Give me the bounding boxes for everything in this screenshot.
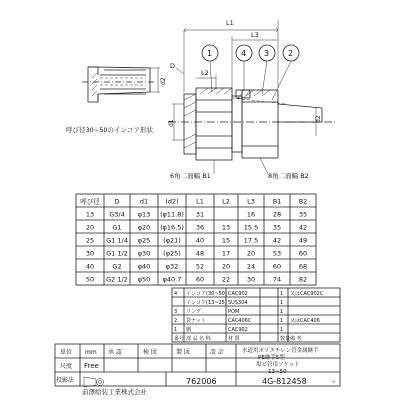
spec-cell: 52 [195,262,205,271]
spec-cell: φ40 [137,262,151,271]
parts-cell: 袋ナット [186,317,206,324]
spec-cell: G1 1/2 [106,249,128,258]
spec-header-cell: B2 [298,197,308,206]
unit-value: mm [85,349,97,356]
check-label: 検 図 [143,349,157,356]
spec-cell: G1 [112,223,122,232]
product-title-2: PE継手5型 [258,355,285,361]
spec-cell: 20 [246,249,256,258]
design-label: 設 計 [210,349,224,356]
parts-cell: 2 [174,317,178,324]
spec-cell: 13 [85,210,95,219]
hex-width-labels [170,158,309,180]
spec-cell: 50 [85,275,95,284]
spec-cell: 15.5 [243,223,259,232]
spec-cell: 36 [195,223,205,232]
spec-cell: 24 [246,262,256,271]
parts-cell: 1 [280,299,284,306]
spec-cell: (φ25) [163,249,181,258]
parts-cell: 又はCAC902C [290,290,324,297]
spec-cell: 40 [85,262,95,271]
spec-cell: 16 [246,210,256,219]
parts-cell: SUS304 [228,299,248,306]
spec-cell: G2 1/2 [106,275,128,284]
dim-d1: d1 [168,119,175,127]
spec-cell: 25 [85,236,95,245]
spec-cell: φ25 [137,236,151,245]
scale-label: 尺度 [60,363,73,370]
parts-cell: 1 [280,317,284,324]
spec-cell: 35 [272,223,282,232]
dim-L3: L3 [251,31,259,39]
parts-list [172,288,340,342]
parts-cell: CAC902 [228,290,248,297]
spec-cell: 30 [85,249,95,258]
spec-header-cell: D [114,197,120,206]
spec-cell: φ30 [137,249,151,258]
spec-cell: 20 [85,223,95,232]
hex-label-b2: 8角二面幅 B2 [268,172,309,180]
spec-header-cell: L3 [247,197,255,206]
parts-cell: 1 [174,326,178,333]
spec-cell: φ20 [137,223,151,232]
spec-cell: 49 [298,236,308,245]
spec-cell: 53 [272,249,282,258]
spec-cell: 74 [272,275,282,284]
dim-d2-right: d2 [315,115,322,123]
hex-label-b1: 6角二面幅 B1 [170,172,211,180]
balloon-1: 1 [207,49,213,58]
spec-header-cell: d1 [139,197,149,206]
spec-header-cell: L2 [222,197,230,206]
parts-cell: インコア(30~50) [186,290,227,297]
company-name: 前澤給装工業株式会社 [82,388,147,396]
balloon-2: 2 [288,49,294,58]
spec-cell: 60 [298,249,308,258]
product-title-4: 13~50 [268,369,287,375]
spec-cell: G3/4 [109,210,125,219]
projection-label: 投影法 [56,377,75,384]
spec-cell: 60 [272,262,282,271]
parts-cell: 又はCAC406 [290,317,320,324]
spec-cell: 60 [195,275,205,284]
dim-L2: L2 [201,69,209,77]
parts-cell: 4 [174,290,178,297]
spec-cell: 15 [221,236,231,245]
spec-cell: 40 [195,236,205,245]
spec-cell: 42 [272,236,282,245]
fitting-section-view [168,88,335,160]
spec-cell: 31 [195,210,205,219]
spec-table [76,194,316,285]
parts-cell: CAC406C [228,317,252,324]
part-balloons [202,45,299,100]
spec-cell: 30 [246,275,256,284]
dim-L1: L1 [226,19,234,27]
inset-caption: 呼び径30~50のインコア形状 [66,126,153,134]
spec-header-cell: (d2) [165,197,179,206]
spec-cell: (φ21) [163,236,181,245]
balloon-3: 3 [264,49,270,58]
spec-header-cell: L1 [196,197,204,206]
approval-label: 承 認 [108,349,122,356]
spec-cell: G2 [112,262,122,271]
dim-D: D [170,62,176,70]
spec-cell: 42 [298,223,308,232]
spec-cell: φ13 [137,210,151,219]
projection-symbol [84,377,104,387]
drawing-code-2: 4G-812458 [262,377,307,386]
spec-cell: φ32 [165,262,179,271]
drawing-code-1: 762006 [186,377,217,386]
spec-header-cell: 呼び径 [80,197,100,206]
spec-cell: 13 [221,223,231,232]
inset-dim-d2: d2 [160,77,167,85]
parts-cell: POM [228,308,240,315]
spec-cell: (φ16.5) [160,223,184,232]
spec-cell: G1 1/4 [106,236,128,245]
spec-cell: 48 [195,249,205,258]
balloon-4: 4 [241,49,247,58]
drafting-label: 製 図 [176,349,190,356]
spec-cell: 68 [298,262,308,271]
spec-cell: 35 [298,210,308,219]
spec-cell: 28 [272,210,282,219]
spec-header-cell: B1 [272,197,282,206]
parts-cell: インコア(13~25) [186,299,227,306]
spec-cell: φ50 [137,275,151,284]
spec-cell: 22 [221,275,231,284]
parts-header-cell: 材 質 [228,335,240,342]
product-title-3: 塩ビ管用ソケット [256,362,300,368]
parts-header-cell: 備 考 [290,335,302,342]
spec-cell: φ40.7 [162,275,182,284]
spec-cell: 82 [298,275,308,284]
parts-cell: 3 [174,308,178,315]
product-title-1: 水道用ポリエチレン管金属継手 [242,348,319,354]
unit-label: 単位 [60,349,73,356]
spec-cell: (φ11.8) [160,210,184,219]
spec-cell: 17 [221,249,231,258]
insert-core-inset [66,67,167,134]
parts-header-cell: 数量 [280,335,291,342]
parts-cell: 1 [280,326,284,333]
parts-cell: CAC902 [228,326,248,333]
spec-cell: 20 [221,262,231,271]
drawing-code-dash: - [332,377,335,386]
parts-cell: 1 [280,290,284,297]
parts-cell: 胴 [186,326,192,333]
title-block [55,344,340,396]
spec-cell: 17.5 [243,236,259,245]
parts-cell: リング [186,308,201,315]
parts-header-cell: 部 品 名 称 [186,335,211,342]
parts-cell: 1 [280,308,284,315]
parts-header-cell: 番号 [174,335,185,342]
scale-value: Free [84,362,99,370]
